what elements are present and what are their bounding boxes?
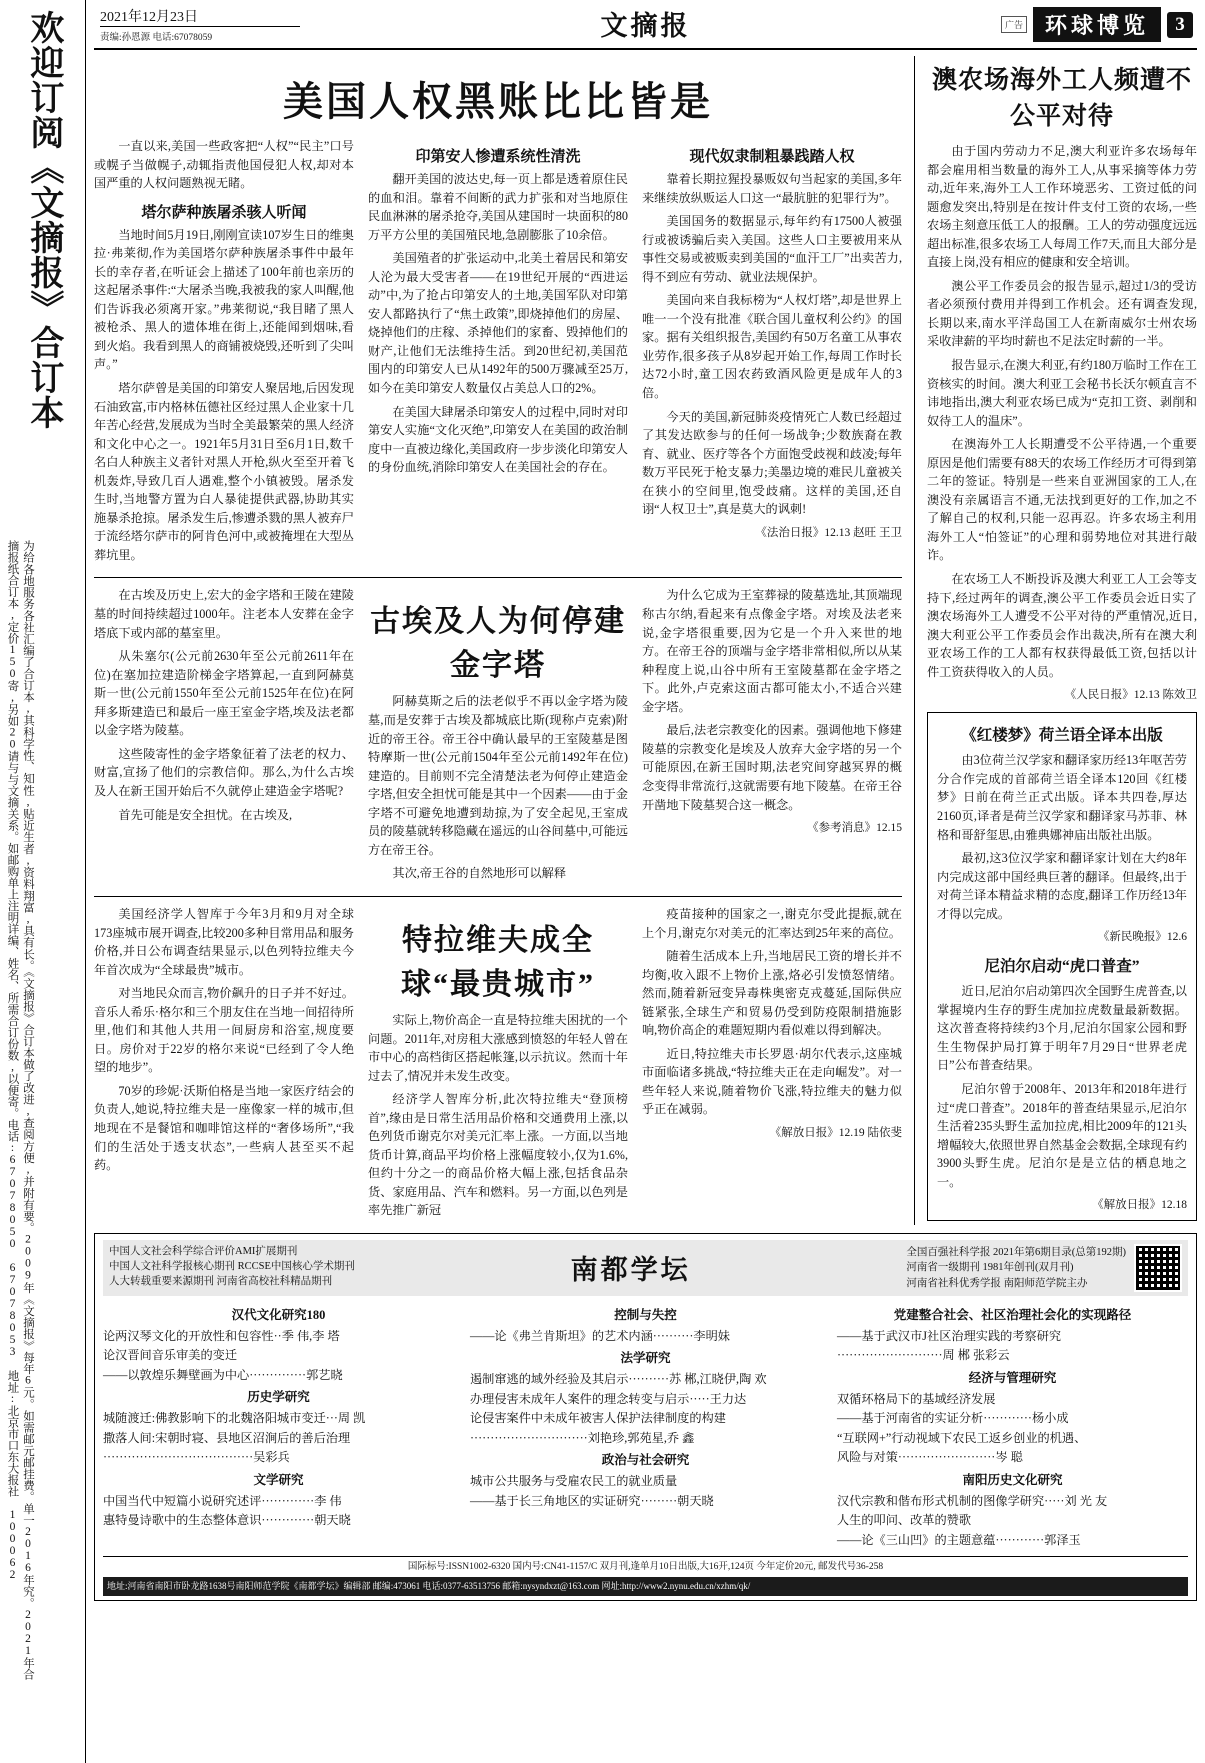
paragraph: 这些陵寄性的金字塔象征着了法老的权力、财富,宣扬了他们的宗教信仰。那么,为什么古埃及人在新王国开始后不久就停止建造金字塔呢? — [94, 746, 354, 798]
paragraph: 美国国务的数据显示,每年约有17500人被强行或被诱骗后卖入美国。这些人口主要被用来从事性交易或被贩卖到美国的“血汗工厂”出卖苦力,得不到应有劳动、就业法规保护。 — [642, 214, 902, 284]
toc-item: 风险与对策························岑 聪 — [837, 1450, 1023, 1465]
right-region — [914, 56, 1197, 1225]
toc-section-title: 汉代文化研究180 — [231, 1307, 326, 1322]
editor-line: 责编:孙恩源 电话:67078059 — [100, 26, 300, 43]
article-pyramids — [94, 586, 902, 887]
article-us-human-rights — [94, 70, 902, 569]
toc-item: 论侵害案件中未成年被害人保护法律制度的构建 — [470, 1411, 726, 1426]
paragraph: 由于国内劳动力不足,澳大利亚许多农场每年都会雇用相当数量的海外工人,从事采摘等体力劳动,近年来,海外工人工作环境恶劣、工资过低的问题愈发突出,特别是在按计件支付工资的农场,一些农场主刻意压低工人的报酬。工人的劳动强度远远超出标准,很多农场工人每周工作7天,而且大部分是直接上岗,没有相应的健康和安全培训。 — [927, 144, 1197, 270]
credential-line: 中国人文社会科学综合评价AMI扩展期刊 — [109, 1245, 298, 1257]
toc-item: 论两汉琴文化的开放性和包容性··季 伟,李 塔 — [103, 1328, 340, 1343]
paragraph: 70岁的珍妮·沃斯伯格是当地一家医疗结会的负责人,她说,特拉维夫是一座像家一样的城市,但地现在不是餐馆和咖啡馆这样的“奢侈场所”,“我们的生活处于透支状态”,一些病人甚至买不起药。 — [94, 1083, 355, 1173]
toc-item: 城市公共服务与受雇农民工的就业质量 — [470, 1473, 678, 1488]
ad-footer-line-2: 地址:河南省南阳市卧龙路1638号南阳师范学院《南都学坛》编辑部 邮编:473061 电话:0377-63513756 邮箱:nysyndxzt@163.com 网址:http://www2.nynu.edu.cn/xzhm/qk/ — [103, 1577, 1188, 1596]
paragraph: 在澳海外工人长期遭受不公平待遇,一个重要原因是他们需要有88天的农场工作经历才可得到第二年的签证。特别是一些来自亚洲国家的工人,在澳没有亲属语言不通,无法找到更好的工作,加之不了解自己的权利,只能一忍再忍。许多农场主利用海外工人“怕签证”的心理和弱势地位对其进行敲诈。 — [927, 437, 1197, 563]
paragraph: 尼泊尔曾于2008年、2013年和2018年进行过“虎口普查”。2018年的普查结果显示,尼泊尔生活着235头野生孟加拉虎,相比2009年的121头增幅较大,依照世界自然基金会数据,全球现有约3900头野生虎。尼泊尔是是立估的栖息地之一。 — [937, 1081, 1187, 1189]
paragraph: 一直以来,美国一些政客把“人权”“民主”口号或幌子当做幌子,动辄指责他国侵犯人权,却对本国严重的人权问题熟视无睹。 — [94, 139, 354, 191]
left-strip-body: 为给各地服务各社汇编了合订本,其科学性、知性,贴近生者,资料翔富,具有长。《文摘报》合订本做了改进,查阅方便,并附有要。2009年《文摘报》每年6元。如需邮元邮挂费。单一2016年究。2021年合摘报纸合订本,定价150寄,另如20请与与文摘关系。如邮购单上注明详编、姓名、所需合订份数,以便寄。电话:67078050 67078053 地址:北京市口东大报社 100062 — [6, 540, 35, 1680]
ad-column-3 — [837, 1302, 1188, 1550]
toc-item: ——基于长三角地区的实证研究·········朝天晓 — [470, 1493, 714, 1508]
paragraph: 靠着长期拉猩投暴贩奴句当起家的美国,多年来继续放纵贩运人口这一“最肮脏的犯罪行为”。 — [642, 172, 902, 205]
toc-item: ——论《三山凹》的主题意蕴············郭泽玉 — [837, 1532, 1081, 1547]
paragraph: 实际上,物价高企一直是特拉维夫困扰的一个问题。2011年,对房租大涨感到愤怒的年轻人曾在市中心的高档街区搭起帐篷,以示抗议。然而十年过去了,情况并未发生改变。 — [368, 1012, 628, 1083]
toc-section-title: 文学研究 — [253, 1472, 304, 1487]
paragraph: 疫苗接种的国家之一,谢克尔受此提振,就在上个月,谢克尔对美元的汇率达到25年来的高位。 — [642, 906, 902, 940]
toc-section-title: 控制与失控 — [614, 1307, 677, 1322]
ad-left-credentials — [109, 1244, 355, 1290]
left-strip-title: 欢迎订阅《文摘报》合订本 — [24, 10, 62, 430]
credential-line: 河南省社科优秀学报 南阳师范学院主办 — [906, 1277, 1088, 1289]
toc-item: 中国当代中短篇小说研究述评·············李 伟 — [103, 1493, 342, 1508]
divider — [94, 577, 902, 578]
ad-header — [103, 1240, 1188, 1296]
paragraph: 报告显示,在澳大利亚,有约180万临时工作在工资核实的时间。澳大利亚工会秘书长沃尔顿直言不讳地指出,澳大利亚农场已成为“克扣工资、剥削和奴待工人的温床”。 — [927, 358, 1197, 428]
article-source: 《法治日报》12.13 赵旺 王卫 — [755, 526, 902, 539]
paragraph: 在农场工人不断投诉及澳大利亚工人工会等支持下,经过两年的调查,澳公平工作委员会近日实了澳农场海外工人遭受不公平对待的严重情况,近日,澳大利亚公平工作委员会作出裁决,所有在澳大利亚农场工作的工人都有权获得最低工资,包括以计件工资获得收入的人员。 — [927, 572, 1197, 679]
article-title: 特拉维夫成全球“最贵城市” — [401, 923, 595, 1001]
article-column-2 — [368, 905, 628, 1225]
credential-line: 人大转载重要来源期刊 河南省高校社科精品期刊 — [109, 1276, 333, 1288]
toc-item: ·····························刘艳珍,郭苑星,乔 鑫 — [470, 1430, 695, 1445]
article-column-1 — [94, 137, 354, 569]
ad-footer-line-1: 国际标号:ISSN1002-6320 国内号:CN41-1157/C 双月刊,逢单月10日出版,大16开,124页 今年定价20元, 邮发代号36-258 — [103, 1556, 1188, 1574]
ad-column-1 — [103, 1302, 454, 1550]
paragraph: 当地时间5月19日,刚刚宣读107岁生日的维奥拉·弗莱彻,作为美国塔尔萨种族屠杀事件中最年长的幸存者,在听证会上描述了100年前也亲历的这起屠杀事件:“大屠杀当晚,我被我的家人叫醒,他们告诉我必须离开家。”弗莱彻说,“我目睹了黑人被枪杀、黑人的遗体堆在街上,还能闻到烟味,看到火焰。我看到黑人的商铺被烧毁,还听到了尖叫声。” — [94, 227, 354, 372]
article-source: 《解放日报》12.18 — [1092, 1199, 1187, 1212]
box-title: 《红楼梦》荷兰语全译本出版 — [961, 727, 1163, 745]
box-hongloumeng — [927, 712, 1197, 1221]
paragraph: 为什么它成为王室葬禄的陵墓选址,其顶端现称古尔纳,看起来有点像金字塔。对埃及法老来说,金字塔很重要,因为它是一个升入来世的地方。在帝王谷的顶端与金字塔非常相似,所以从某种程度上说,山谷中所有王室陵墓都在金字塔之下。此外,卢克索这面古都可能太小,不适合兴建金字塔。 — [642, 588, 902, 714]
article-title: 古埃及人为何停建金字塔 — [370, 605, 626, 683]
paragraph: 随着生活成本上升,当地居民工资的增长并不均衡,收入跟不上物价上涨,烙必引发愤怒情绪。然而,随着新冠变异毒株奥密克戎蔓延,国际供应链紧张,全球生产和贸易仍受到防疫限制措施影响,物价高企的难题短期内看似难以得到解决。 — [642, 949, 902, 1038]
toc-section-title: 南阳历史文化研究 — [962, 1472, 1063, 1487]
ad-contents-columns — [103, 1302, 1188, 1550]
article-column-2 — [368, 137, 628, 569]
toc-item: 汉代宗教和偕布形式机制的图像学研究·····刘 光 友 — [837, 1493, 1108, 1508]
paragraph: 经济学人智库分析,此次特拉维夫“登顶榜首”,缘由是日常生活用品价格和交通费用上涨,以色列货币谢克尔对美元汇率上涨。一方面,以当地货币计算,商品平均价格上涨幅度较小,仅为1.6%,但约十分之一的商品价格大幅上涨,包括食品杂货、家庭用品、汽车和燃料。另一方面,以色列是率先推广新冠 — [368, 1092, 628, 1218]
masthead — [94, 4, 1197, 50]
toc-item: 遏制窜逃的域外经验及其启示··········苏 郴,江晓伊,陶 欢 — [470, 1372, 767, 1387]
paragraph: 在美国大肆屠杀印第安人的过程中,同时对印第安人实施“文化灭绝”,印第安人在美国的政治制度中一直被边缘化,美国政府一步步淡化印第安人的身份血统,消除印第安人在美国社会的存在。 — [368, 404, 628, 475]
article-source: 《人民日报》12.13 陈效卫 — [1064, 689, 1197, 702]
article-title: 美国人权黑账比比皆是 — [283, 79, 713, 124]
journal-advertisement — [94, 1233, 1197, 1601]
toc-item: 撒落人间:宋朝时寝、县地区沼涧后的善后治理 — [103, 1430, 351, 1445]
toc-section-title: 党建整合社会、社区治理社会化的实现路径 — [893, 1307, 1132, 1322]
paragraph: 美国殖者的扩张运动中,北美土着居民和第安人沦为最大受害者——在19世纪开展的“西进运动”中,为了抢占印第安人的土地,美国军队对印第安人都路执行了“焦土政策”,即烧掉他们的房屋、烧掉他们的庄稼、杀掉他们的家畜、毁掉他们的财产,让他们无法维持生活。到20世纪初,美国范围内的印第安人已从1492年的500万骤减至25万,如今在美印第安人数量仅占美总人口的2%。 — [368, 251, 628, 396]
paper-name: 文摘报 — [600, 11, 691, 41]
ad-right-credentials — [906, 1245, 1126, 1291]
section-title: 环球博览 — [1033, 7, 1161, 42]
article-column-3 — [642, 137, 902, 569]
toc-section-title: 法学研究 — [620, 1351, 671, 1366]
paragraph: 美国经济学人智库于今年3月和9月对全球173座城市展开调查,比较200多种目常用品和服务价格,并日公布调查结果显示,以色列特拉维夫今年首次成为“全球最贵”城市。 — [94, 906, 354, 977]
article-australian-farm-workers — [927, 60, 1197, 702]
subheading: 现代奴隶制粗暴践踏人权 — [689, 149, 855, 165]
paragraph: 在古埃及历史上,宏大的金字塔和王陵在建陵墓的时间持续超过1000年。注老本人安葬在金字塔底下或内部的墓室里。 — [94, 588, 354, 640]
ad-label: 广告 — [1001, 16, 1027, 33]
left-vertical-ad-strip — [0, 0, 86, 1763]
toc-item: ——基于武汉市J社区治理实践的考察研究 — [837, 1328, 1062, 1343]
article-source: 《解放日报》12.19 陆依斐 — [769, 1126, 902, 1139]
ad-column-2 — [470, 1302, 821, 1550]
paragraph: 塔尔萨曾是美国的印第安人聚居地,后因发现石油致富,市内格林伍德社区经过黑人企业家十几年苦心经营,发展成为当时全美最繁荣的黑人经济和文化中心之一。1921年5月31日至6月1日,数千名白人种族主义者针对黑人开枪,纵火至至开着飞机轰炸,导致几百人遇难,整个小镇被毁。屠杀发生时,当地警方置为白人暴徒提供武器,协助其实施暴杀抢掠。屠杀发生后,惨遭杀戮的黑人被弃尸于流经塔尔萨市的阿肯色河中,或被掩埋在大型丛葬坑里。 — [94, 381, 354, 562]
toc-section-title: 经济与管理研究 — [968, 1370, 1057, 1385]
paragraph: 阿赫莫斯之后的法老似乎不再以金字塔为陵墓,而是安葬于古埃及都城底比斯(现称卢克索)附近的帝王谷。帝王谷中确认最早的王室陵墓是图特摩斯一世(公元前1504年至公元前1492年在位)建造的。目前则不完全清楚法老为何停止建造金字塔,但安全担忧可能是其中一个因素——由于金字塔不可避免地遭到劫掠,为了安全起见,王室成员的陵墓就转移隐藏在遥远的山谷间墓中,可能远方在帝王谷。 — [368, 694, 628, 857]
credential-line: 河南省一级期刊 1981年创刊(双月刊) — [906, 1262, 1074, 1274]
qr-code-icon — [1134, 1244, 1182, 1292]
paragraph: 近日,尼泊尔启动第四次全国野生虎普查,以掌握境内生存的野生虎加拉虎数量最新数据。这次普查将持续约3个月,尼泊尔国家公园和野生生物保护局打算于明年7月29日“世界老虎日”公布普查结果。 — [937, 984, 1187, 1073]
toc-item: ——基于河南省的实证分析············杨小成 — [837, 1411, 1069, 1426]
paragraph: 今天的美国,新冠肺炎疫情死亡人数已经超过了其发达欧参与的任何一场战争;少数族裔在教育、就业、医疗等各个方面饱受歧视和歧凌;每年数万平民死于枪支暴力;美墨边境的难民儿童被关在狭小的空间里,饱受歧痛。这样的美国,还自诩“人权卫士”,真是莫大的讽刺! — [642, 409, 902, 517]
publication-date: 2021年12月23日 — [100, 10, 198, 25]
paragraph: 翻开美国的波达史,每一页上都是透着原住民的血和泪。靠着不间断的武力扩张和对当地原住民血淋淋的屠杀抢夺,美国从建国时一块面积的80万平方公里的美国殖民地,急剧膨胀了10余倍。 — [368, 172, 628, 242]
page-main — [86, 0, 1205, 1763]
page-number: 3 — [1167, 12, 1193, 38]
paragraph: 从朱塞尔(公元前2630年至公元前2611年在位)在塞加拉建造阶梯金字塔算起,一直到阿赫莫斯一世(公元前1550年至公元前1525年在位)在阿拜多斯建造已和最后一座王室金字塔,埃及法老都以金字塔为陵墓。 — [94, 649, 354, 738]
ad-right-block — [906, 1244, 1182, 1292]
toc-item: 双循环格局下的基域经济发展 — [837, 1391, 996, 1406]
paragraph: 最初,这3位汉学家和翻译家计划在大约8年内完成这部中国经典巨著的翻译。但最终,出于对荷兰译本精益求精的态度,翻译工作历经13年才得以完成。 — [937, 851, 1187, 921]
credential-line: 中国人文社科学报核心期刊 RCCSE中国核心学术期刊 — [109, 1261, 355, 1273]
divider — [94, 896, 902, 897]
article-column-1 — [94, 905, 354, 1225]
subheading: 塔尔萨种族屠杀骇人听闻 — [141, 204, 307, 221]
left-region — [94, 56, 914, 1225]
paragraph: 其次,帝王谷的自然地形可以解释 — [392, 866, 567, 881]
toc-item: ··························周 郴 张彩云 — [837, 1348, 1010, 1363]
toc-section-title: 历史学研究 — [247, 1390, 310, 1405]
toc-item: 办理侵害未成年人案件的理念转变与启示·····王力达 — [470, 1391, 747, 1406]
article-column-2 — [368, 586, 628, 887]
toc-item: ——以敦煌乐舞壁画为中心··············郭艺晓 — [103, 1367, 343, 1382]
article-column-3 — [642, 905, 902, 1225]
article-title: 澳农场海外工人频遭不公平对待 — [931, 67, 1192, 130]
paragraph: 首先可能是安全担忧。在古埃及, — [118, 807, 293, 822]
article-column-3 — [642, 586, 902, 887]
box-title: 尼泊尔启动“虎口普查” — [984, 958, 1140, 976]
article-source: 《参考消息》12.15 — [807, 822, 902, 835]
subheading: 印第安人惨遭系统性清洗 — [415, 149, 581, 165]
toc-item: 城随渡迁:佛教影响下的北魏洛阳城市变迁···周 凯 — [103, 1411, 366, 1426]
toc-item: 论汉晋间音乐审美的变迁 — [103, 1348, 238, 1363]
page-content — [94, 56, 1197, 1601]
paragraph: 对当地民众而言,物价飙升的日子并不好过。音乐人希乐·格尔和三个朋友住在当地一间招待所里,他们和其他人共用一间厨房和浴室,规度要日。房价对于22岁的格尔来说“已经到了令人绝望的地步”。 — [94, 986, 354, 1075]
toc-item: ——论《弗兰肯斯坦》的艺术内涵··········李明妹 — [470, 1328, 730, 1343]
paragraph: 近日,特拉维夫市长罗恩·胡尔代表示,这座城市面临诸多挑战,“特拉维夫正在走向崛发”。对一些年轻人来说,随着物价飞涨,特拉维夫的魅力似乎正在减弱。 — [642, 1046, 902, 1117]
toc-item: ·····································吴彩兵 — [103, 1450, 290, 1465]
article-column-1 — [94, 586, 354, 887]
paragraph: 由3位荷兰汉学家和翻译家历经13年呕苦劳分合作完成的首部荷兰语全译本120回《红楼梦》日前在荷兰正式出版。译本共四卷,厚达2160页,译者是荷兰汉学家和翻译家马苏菲、林格和哥舒玺思,由雅典娜神庙出版社出版。 — [937, 753, 1187, 842]
journal-name: 南都学坛 — [570, 1255, 691, 1286]
masthead-right — [1001, 7, 1193, 42]
article-tel-aviv — [94, 905, 902, 1225]
article-source: 《新民晚报》12.6 — [1097, 931, 1187, 944]
toc-section-title: 政治与社会研究 — [601, 1453, 690, 1468]
paragraph: 最后,法老宗教变化的因素。强调他地下修建陵墓的宗教变化是埃及人放弃大金字塔的另一个可能原因,在新王国时期,法老究间穿越冥界的概念变得非常流行,这就需要有地下陵墓。在帝王谷开凿地下陵墓契合这一概念。 — [642, 723, 902, 812]
paragraph: 美国向来自我标榜为“人权灯塔”,却是世界上唯一一个没有批准《联合国儿童权利公约》的国家。据有关组织报告,美国约有50万名童工从事农业劳作,很多孩子从8岁起开始工作,每周工作时长达72小时,童工因农药致酒风险更是成年人的3倍。 — [642, 293, 902, 401]
paragraph: 澳公平工作委员会的报告显示,超过1/3的受访者必须预付费用并得到工作机会。还有调查发现,长期以来,南水平洋岛国工人在新南威尔士州农场采收津薪的平均时薪也不足法定时薪的一半。 — [927, 278, 1197, 349]
toc-item: “互联网+”行动视域下农民工返乡创业的机遇、 — [837, 1430, 1087, 1445]
credential-line: 全国百强社科学报 2021年第6期目录(总第192期) — [906, 1247, 1126, 1259]
toc-item: 惠特曼诗歌中的生态整体意识·············朝天晓 — [103, 1513, 351, 1528]
toc-item: 人生的叩问、改革的赞歌 — [837, 1513, 972, 1528]
